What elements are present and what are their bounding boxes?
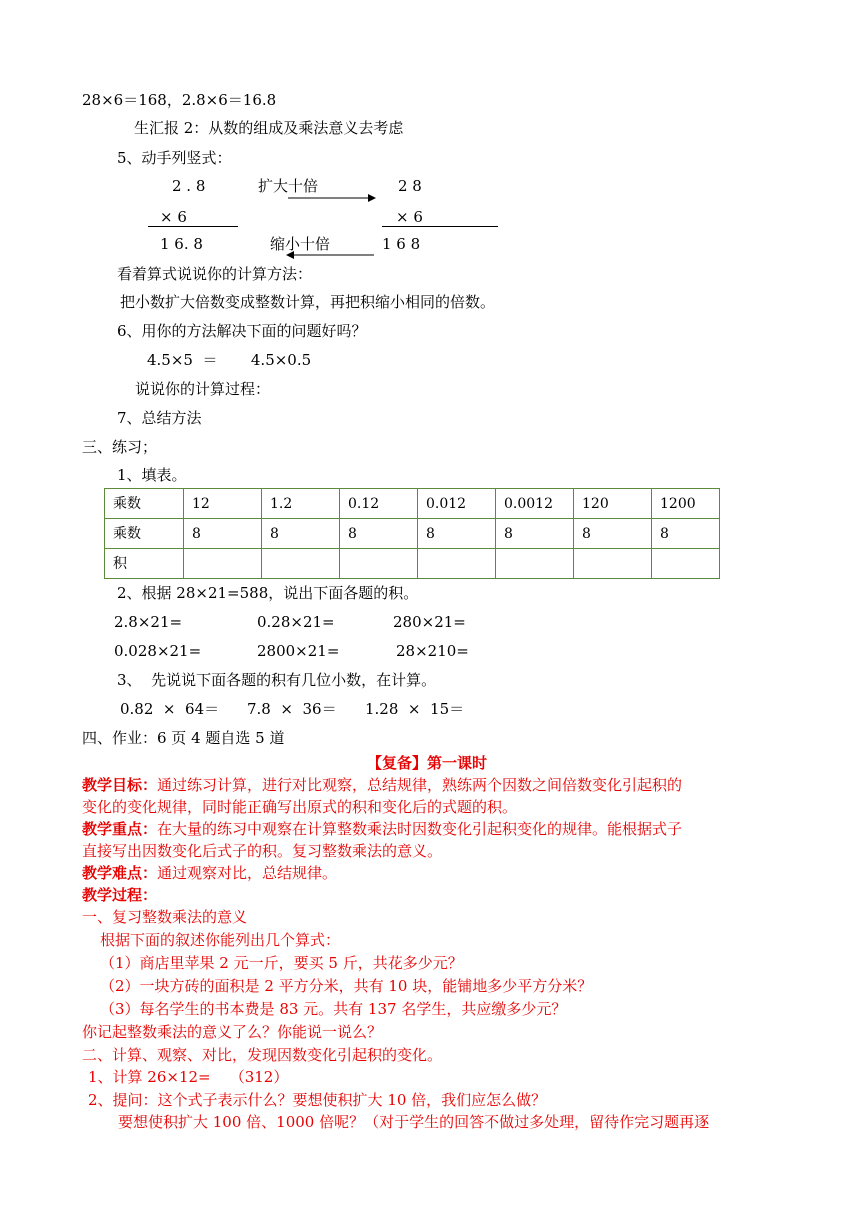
exercise: 2.8×21= xyxy=(114,613,183,631)
section-2-item-1: 1、计算 26×12= （312） xyxy=(88,1068,289,1086)
exercise: 0.28×21= xyxy=(257,613,335,631)
vertical-right-multiplier: × 6 xyxy=(396,208,423,226)
exercise: 0.028×21= xyxy=(114,642,202,660)
section-1-q3: （3）每名学生的书本费是 83 元。共有 137 名学生，共应缴多少元？ xyxy=(100,1000,567,1018)
teaching-key-cont: 直接写出因数变化后式子的积。复习整数乘法的意义。 xyxy=(82,842,443,860)
practice-item-3: 3、 先说说下面各题的积有几位小数，在计算。 xyxy=(117,671,437,689)
left-arrow-icon xyxy=(286,249,374,261)
vertical-left-top: 2 . 8 xyxy=(172,177,206,195)
shrink-ten-label: 缩小十倍 xyxy=(270,235,331,253)
table-cell: 8 xyxy=(418,519,496,549)
exercise: 1.28 × 15＝ xyxy=(365,700,465,718)
table-cell: 8 xyxy=(496,519,574,549)
calc-process: 说说你的计算过程： xyxy=(135,380,271,398)
section-1-q2: （2）一块方砖的面积是 2 平方分米，共有 10 块，能铺地多少平方分米？ xyxy=(100,977,593,995)
goal-label: 教学目标： xyxy=(82,776,158,794)
vertical-left-multiplier: × 6 xyxy=(160,208,187,226)
table-cell: 1.2 xyxy=(262,489,340,519)
vertical-right-top: 2 8 xyxy=(398,177,422,195)
section-1-intro: 根据下面的叙述你能列出几个算式： xyxy=(100,931,341,949)
method-answer: 把小数扩大倍数变成整数计算，再把积缩小相同的倍数。 xyxy=(120,293,496,311)
table-cell: 8 xyxy=(652,519,720,549)
item-7: 7、总结方法 xyxy=(117,409,202,427)
section-1-end: 你记起整数乘法的意义了么？你能说一说么？ xyxy=(82,1023,383,1041)
table-cell: 8 xyxy=(340,519,418,549)
homework: 四、作业：6 页 4 题自选 5 道 xyxy=(82,729,285,747)
table-cell xyxy=(418,549,496,579)
table-cell: 0.0012 xyxy=(496,489,574,519)
item-6-expression: 4.5×5 ＝ 4.5×0.5 xyxy=(147,351,312,369)
table-cell: 1200 xyxy=(652,489,720,519)
vertical-left-line xyxy=(148,226,238,227)
practice-item-1: 1、填表。 xyxy=(117,466,187,484)
key-label: 教学重点： xyxy=(82,820,158,838)
method-question: 看着算式说说你的计算方法： xyxy=(117,265,313,283)
table-cell xyxy=(262,549,340,579)
section-2: 二、计算、观察、对比，发现因数变化引起积的变化。 xyxy=(82,1046,443,1064)
goal-text: 通过练习计算，进行对比观察，总结规律，熟练两个因数之间倍数变化引起积的 xyxy=(157,776,683,794)
teaching-goal-cont: 变化的变化规律，同时能正确写出原式的积和变化后的式题的积。 xyxy=(82,798,518,816)
section-1-q1: （1）商店里苹果 2 元一斤，要买 5 斤，共花多少元？ xyxy=(100,954,463,972)
practice-heading: 三、练习； xyxy=(82,438,158,456)
difficulty-text: 通过观察对比，总结规律。 xyxy=(157,864,338,882)
equation-line: 28×6＝168，2.8×6＝16.8 xyxy=(82,91,277,109)
table-cell xyxy=(496,549,574,579)
table-cell: 0.12 xyxy=(340,489,418,519)
item-6: 6、用你的方法解决下面的问题好吗？ xyxy=(117,322,367,340)
table-cell: 8 xyxy=(184,519,262,549)
vertical-left-result: 1 6. 8 xyxy=(160,235,203,253)
table-cell: 0.012 xyxy=(418,489,496,519)
key-text: 在大量的练习中观察在计算整数乘法时因数变化引起积变化的规律。能根据式子 xyxy=(157,820,683,838)
expand-ten-label: 扩大十倍 xyxy=(258,177,319,195)
table-cell xyxy=(574,549,652,579)
section-2-item-2: 2、提问：这个式子表示什么？要想使积扩大 10 倍，我们应怎么做？ xyxy=(88,1091,547,1109)
table-cell: 120 xyxy=(574,489,652,519)
table-cell: 乘数 xyxy=(105,519,184,549)
process-label: 教学过程： xyxy=(82,886,158,904)
teaching-key xyxy=(82,820,682,838)
vertical-right-result: 1 6 8 xyxy=(382,235,421,253)
section-2-item-3: 要想使积扩大 100 倍、1000 倍呢？（对于学生的回答不做过多处理，留待作完习题再逐 xyxy=(118,1113,710,1131)
table-row xyxy=(105,549,720,579)
table-cell: 8 xyxy=(574,519,652,549)
table-cell xyxy=(652,549,720,579)
teaching-difficulty xyxy=(82,864,337,882)
table-row xyxy=(105,519,720,549)
exercise: 2800×21= xyxy=(257,642,340,660)
practice-item-2: 2、根据 28×21=588，说出下面各题的积。 xyxy=(117,584,419,602)
exercise: 0.82 × 64＝ xyxy=(120,700,220,718)
teaching-goal xyxy=(82,776,682,794)
table-cell: 积 xyxy=(105,549,184,579)
vertical-right-line xyxy=(382,226,498,227)
table-cell: 12 xyxy=(184,489,262,519)
table-cell: 8 xyxy=(262,519,340,549)
table-cell xyxy=(340,549,418,579)
lesson-title: 【复备】第一课时 xyxy=(367,754,488,772)
item-5-heading: 5、动手列竖式： xyxy=(117,149,232,167)
fill-table xyxy=(104,488,720,579)
section-1: 一、复习整数乘法的意义 xyxy=(82,908,248,926)
exercise: 7.8 × 36＝ xyxy=(247,700,337,718)
right-arrow-icon xyxy=(288,192,376,204)
exercise: 28×210= xyxy=(396,642,469,660)
exercise: 280×21= xyxy=(393,613,466,631)
table-row xyxy=(105,489,720,519)
difficulty-label: 教学难点： xyxy=(82,864,158,882)
table-cell xyxy=(184,549,262,579)
table-cell: 乘数 xyxy=(105,489,184,519)
student-report-2: 生汇报 2：从数的组成及乘法意义去考虑 xyxy=(134,119,404,137)
